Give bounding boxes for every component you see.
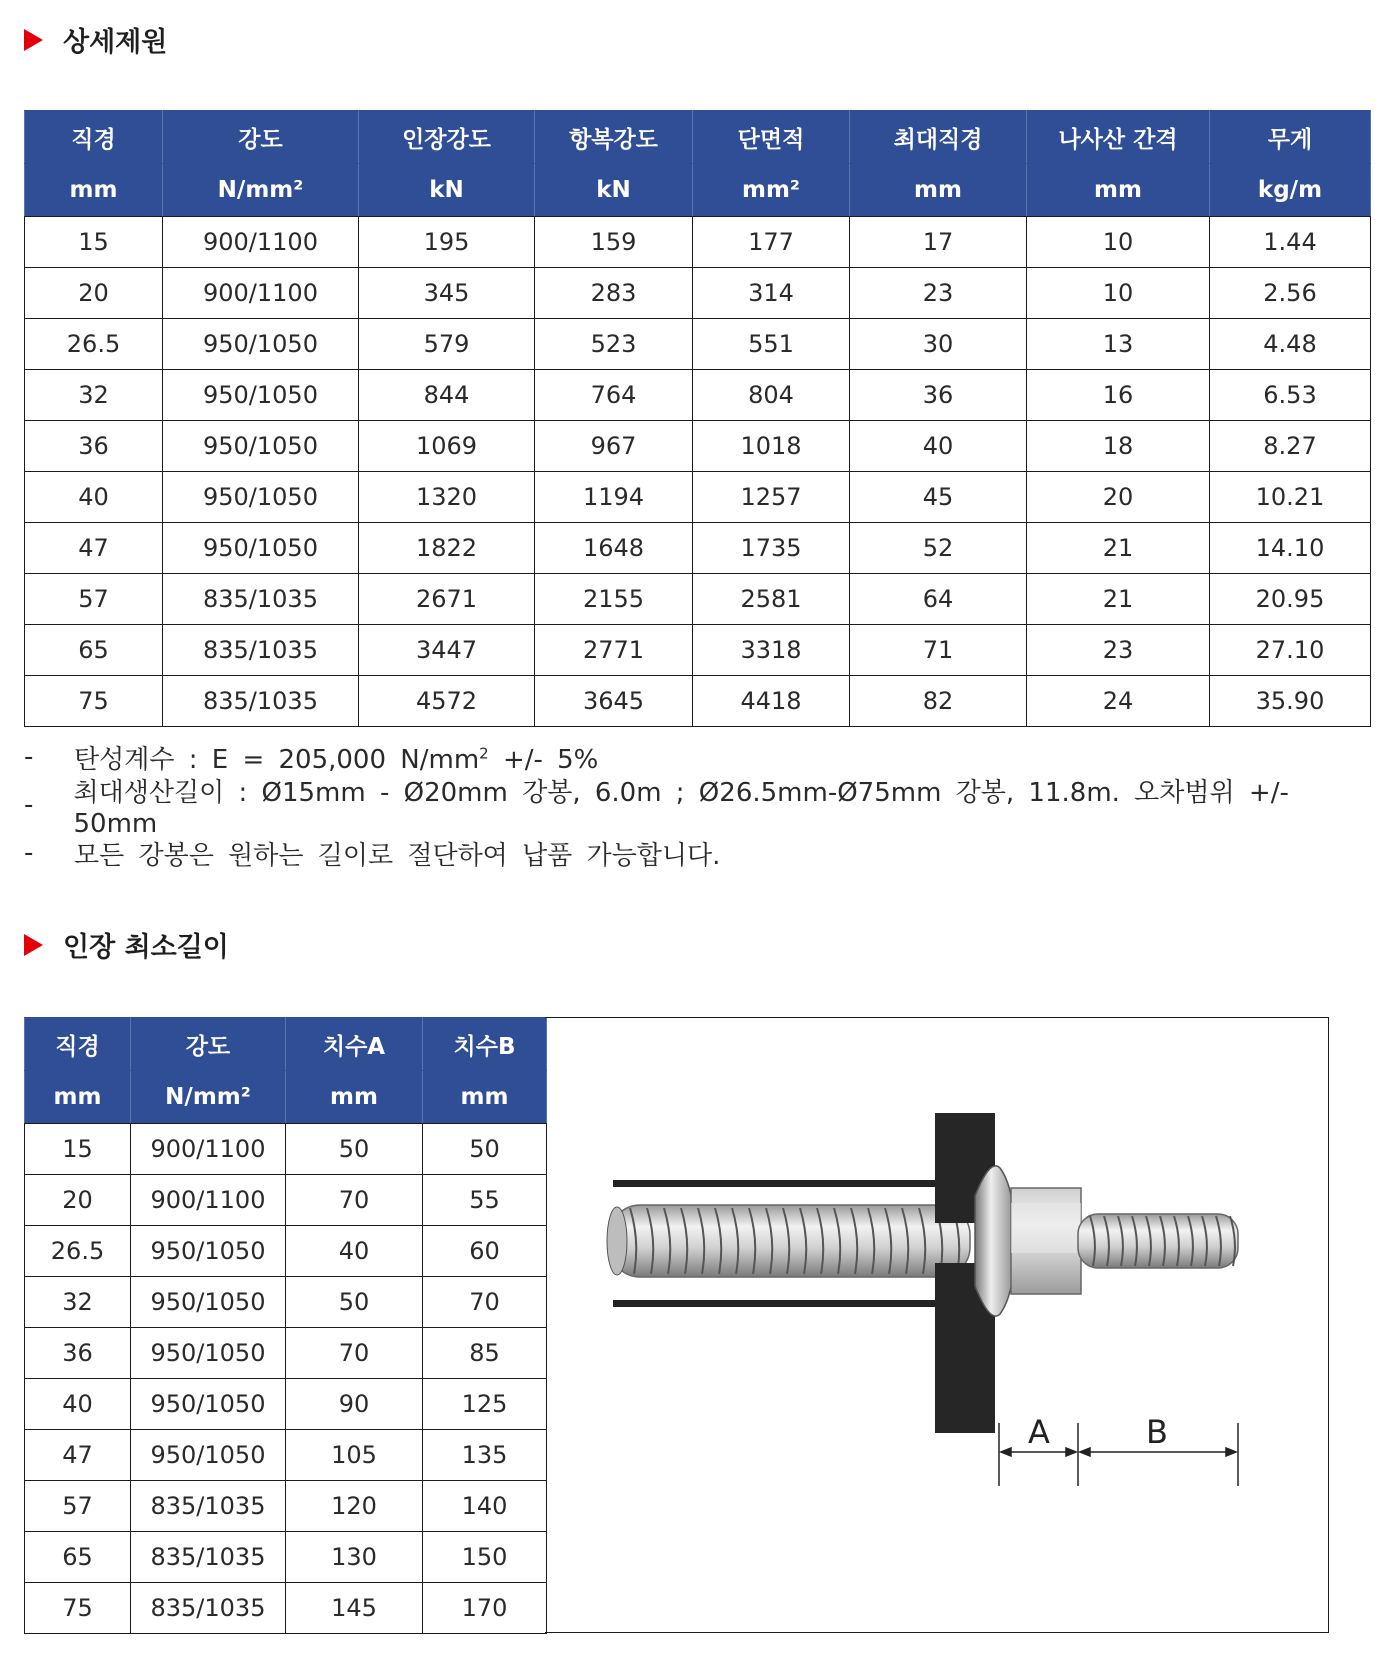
table-cell: 950/1050 <box>131 1277 286 1328</box>
table-row <box>25 472 1371 523</box>
table-cell: 177 <box>693 217 850 268</box>
dome-washer <box>975 1166 1015 1316</box>
column-header: 항복강도 <box>535 111 693 164</box>
table-row <box>25 1583 547 1634</box>
table-cell: 1257 <box>693 472 850 523</box>
table-cell: 170 <box>423 1583 547 1634</box>
table-cell: 4418 <box>693 676 850 727</box>
table-cell: 950/1050 <box>163 421 359 472</box>
table-cell: 16 <box>1027 370 1210 421</box>
table-cell: 50 <box>286 1124 423 1175</box>
table-cell: 159 <box>535 217 693 268</box>
table-cell: 345 <box>359 268 535 319</box>
section-title: 인장 최소길이 <box>63 932 229 963</box>
column-header: 최대직경 <box>850 111 1027 164</box>
column-unit: N/mm² <box>163 164 359 217</box>
column-header: 무게 <box>1210 111 1371 164</box>
table-cell: 65 <box>25 625 163 676</box>
section-heading-min-length <box>24 925 229 964</box>
table-cell: 15 <box>25 1124 131 1175</box>
table-cell: 70 <box>286 1175 423 1226</box>
table-row <box>25 1481 547 1532</box>
note-dash: - <box>24 742 34 772</box>
table-cell: 1648 <box>535 523 693 574</box>
table-cell: 47 <box>25 523 163 574</box>
table-cell: 1735 <box>693 523 850 574</box>
red-triangle-bullet-icon <box>24 934 43 956</box>
bar-left <box>607 1205 970 1277</box>
table-cell: 20.95 <box>1210 574 1371 625</box>
table-row <box>25 217 1371 268</box>
table-cell: 145 <box>286 1583 423 1634</box>
table-cell: 10 <box>1027 268 1210 319</box>
table-cell: 1320 <box>359 472 535 523</box>
table-cell: 1822 <box>359 523 535 574</box>
table-cell: 804 <box>693 370 850 421</box>
table-cell: 900/1100 <box>163 217 359 268</box>
header-name-row <box>25 111 1371 164</box>
column-unit: mm² <box>693 164 850 217</box>
table-cell: 950/1050 <box>131 1328 286 1379</box>
table-cell: 1069 <box>359 421 535 472</box>
spec-table-body <box>25 217 1371 727</box>
table-cell: 45 <box>850 472 1027 523</box>
table-row <box>25 1124 547 1175</box>
table-cell: 1018 <box>693 421 850 472</box>
threaded-bar-anchor-illustration <box>545 1018 1327 1632</box>
table-cell: 900/1100 <box>163 268 359 319</box>
table-row <box>25 574 1371 625</box>
table-cell: 70 <box>423 1277 547 1328</box>
table-cell: 120 <box>286 1481 423 1532</box>
column-unit: kg/m <box>1210 164 1371 217</box>
note-text-main: 탄성계수 : E = 205,000 N/mm <box>74 744 480 775</box>
table-cell: 1194 <box>535 472 693 523</box>
section-heading-specs <box>24 20 167 59</box>
table-cell: 50 <box>423 1124 547 1175</box>
notes-list <box>24 733 1374 877</box>
table-row <box>25 1277 547 1328</box>
table-cell: 20 <box>1027 472 1210 523</box>
table-cell: 2671 <box>359 574 535 625</box>
table-cell: 40 <box>25 472 163 523</box>
table-cell: 950/1050 <box>163 472 359 523</box>
column-unit: mm <box>850 164 1027 217</box>
column-unit: mm <box>423 1071 547 1124</box>
table-cell: 2.56 <box>1210 268 1371 319</box>
table-cell: 967 <box>535 421 693 472</box>
table-cell: 900/1100 <box>131 1175 286 1226</box>
table-cell: 764 <box>535 370 693 421</box>
table-cell: 579 <box>359 319 535 370</box>
table-cell: 844 <box>359 370 535 421</box>
header-unit-row <box>25 164 1371 217</box>
table-cell: 65 <box>25 1532 131 1583</box>
table-cell: 130 <box>286 1532 423 1583</box>
table-cell: 13 <box>1027 319 1210 370</box>
table-row <box>25 1226 547 1277</box>
table-cell: 283 <box>535 268 693 319</box>
table-cell: 10 <box>1027 217 1210 268</box>
table-cell: 70 <box>286 1328 423 1379</box>
dimension-label-b: B <box>1146 1413 1168 1451</box>
table-cell: 2771 <box>535 625 693 676</box>
header-unit-row <box>25 1071 547 1124</box>
table-cell: 30 <box>850 319 1027 370</box>
table-cell: 47 <box>25 1430 131 1481</box>
table-cell: 835/1035 <box>131 1532 286 1583</box>
table-cell: 36 <box>25 421 163 472</box>
note-text-tail: +/- 5% <box>488 744 599 775</box>
table-cell: 105 <box>286 1430 423 1481</box>
table-cell: 36 <box>25 1328 131 1379</box>
table-row <box>25 1328 547 1379</box>
table-cell: 835/1035 <box>131 1481 286 1532</box>
table-cell: 50 <box>286 1277 423 1328</box>
table-cell: 32 <box>25 1277 131 1328</box>
superscript-2: 2 <box>479 743 489 762</box>
table-cell: 6.53 <box>1210 370 1371 421</box>
column-header: 단면적 <box>693 111 850 164</box>
table-cell: 3447 <box>359 625 535 676</box>
column-header: 인장강도 <box>359 111 535 164</box>
table-cell: 551 <box>693 319 850 370</box>
anchor-bolt-figure <box>545 1017 1329 1633</box>
min-length-table-body <box>25 1124 547 1634</box>
note-dash: - <box>24 838 34 868</box>
table-cell: 52 <box>850 523 1027 574</box>
column-unit: mm <box>286 1071 423 1124</box>
column-header: 직경 <box>25 1018 131 1071</box>
column-unit: kN <box>359 164 535 217</box>
table-cell: 835/1035 <box>163 574 359 625</box>
table-cell: 900/1100 <box>131 1124 286 1175</box>
table-cell: 85 <box>423 1328 547 1379</box>
hex-nut <box>1011 1188 1081 1294</box>
table-cell: 835/1035 <box>163 625 359 676</box>
table-row <box>25 268 1371 319</box>
table-row <box>25 676 1371 727</box>
note-dash: - <box>24 790 34 820</box>
table-row <box>25 1532 547 1583</box>
table-cell: 26.5 <box>25 319 163 370</box>
table-cell: 950/1050 <box>131 1379 286 1430</box>
note-item <box>24 777 1374 839</box>
column-unit: mm <box>25 1071 131 1124</box>
table-cell: 8.27 <box>1210 421 1371 472</box>
section-title: 상세제원 <box>63 27 168 58</box>
table-cell: 57 <box>25 1481 131 1532</box>
table-cell: 26.5 <box>25 1226 131 1277</box>
table-row <box>25 1430 547 1481</box>
table-cell: 71 <box>850 625 1027 676</box>
table-row <box>25 319 1371 370</box>
table-cell: 3318 <box>693 625 850 676</box>
column-header: 강도 <box>131 1018 286 1071</box>
table-cell: 24 <box>1027 676 1210 727</box>
table-cell: 40 <box>286 1226 423 1277</box>
note-text <box>74 739 598 776</box>
table-row <box>25 523 1371 574</box>
table-cell: 950/1050 <box>163 370 359 421</box>
table-cell: 18 <box>1027 421 1210 472</box>
column-unit: mm <box>25 164 163 217</box>
header-name-row <box>25 1018 547 1071</box>
table-cell: 10.21 <box>1210 472 1371 523</box>
table-cell: 55 <box>423 1175 547 1226</box>
column-unit: N/mm² <box>131 1071 286 1124</box>
table-cell: 150 <box>423 1532 547 1583</box>
table-cell: 20 <box>25 1175 131 1226</box>
table-row <box>25 370 1371 421</box>
column-header: 치수B <box>423 1018 547 1071</box>
table-cell: 125 <box>423 1379 547 1430</box>
column-header: 직경 <box>25 111 163 164</box>
table-row <box>25 625 1371 676</box>
table-cell: 32 <box>25 370 163 421</box>
table-cell: 950/1050 <box>131 1226 286 1277</box>
table-cell: 15 <box>25 217 163 268</box>
table-cell: 82 <box>850 676 1027 727</box>
table-cell: 64 <box>850 574 1027 625</box>
table-cell: 20 <box>25 268 163 319</box>
spec-table <box>24 110 1371 727</box>
table-cell: 40 <box>25 1379 131 1430</box>
table-cell: 835/1035 <box>131 1583 286 1634</box>
table-cell: 21 <box>1027 574 1210 625</box>
column-header: 나사산 간격 <box>1027 111 1210 164</box>
table-cell: 23 <box>850 268 1027 319</box>
table-cell: 60 <box>423 1226 547 1277</box>
table-cell: 4572 <box>359 676 535 727</box>
table-cell: 135 <box>423 1430 547 1481</box>
table-row <box>25 1379 547 1430</box>
table-cell: 950/1050 <box>131 1430 286 1481</box>
table-cell: 90 <box>286 1379 423 1430</box>
table-row <box>25 421 1371 472</box>
table-cell: 23 <box>1027 625 1210 676</box>
min-length-table <box>24 1017 547 1634</box>
table-cell: 835/1035 <box>163 676 359 727</box>
table-cell: 36 <box>850 370 1027 421</box>
dimension-label-a: A <box>1028 1413 1050 1451</box>
bar-right <box>1078 1214 1238 1268</box>
table-cell: 3645 <box>535 676 693 727</box>
column-header: 치수A <box>286 1018 423 1071</box>
table-cell: 314 <box>693 268 850 319</box>
table-cell: 14.10 <box>1210 523 1371 574</box>
note-text: 최대생산길이 : Ø15mm - Ø20mm 강봉, 6.0m ; Ø26.5mm-Ø75mm 강봉, 11.8m. 오차범위 +/- 50mm <box>73 777 1289 839</box>
table-cell: 75 <box>25 676 163 727</box>
table-cell: 1.44 <box>1210 217 1371 268</box>
table-cell: 523 <box>535 319 693 370</box>
table-row <box>25 1175 547 1226</box>
table-cell: 950/1050 <box>163 523 359 574</box>
table-cell: 140 <box>423 1481 547 1532</box>
table-cell: 4.48 <box>1210 319 1371 370</box>
table-cell: 35.90 <box>1210 676 1371 727</box>
table-cell: 21 <box>1027 523 1210 574</box>
table-cell: 27.10 <box>1210 625 1371 676</box>
table-cell: 2581 <box>693 574 850 625</box>
table-cell: 17 <box>850 217 1027 268</box>
column-unit: mm <box>1027 164 1210 217</box>
table-cell: 57 <box>25 574 163 625</box>
table-cell: 950/1050 <box>163 319 359 370</box>
column-unit: kN <box>535 164 693 217</box>
note-text: 모든 강봉은 원하는 길이로 절단하여 납품 가능합니다. <box>74 840 721 871</box>
table-cell: 40 <box>850 421 1027 472</box>
red-triangle-bullet-icon <box>24 29 43 51</box>
table-cell: 75 <box>25 1583 131 1634</box>
table-cell: 195 <box>359 217 535 268</box>
table-cell: 2155 <box>535 574 693 625</box>
column-header: 강도 <box>163 111 359 164</box>
